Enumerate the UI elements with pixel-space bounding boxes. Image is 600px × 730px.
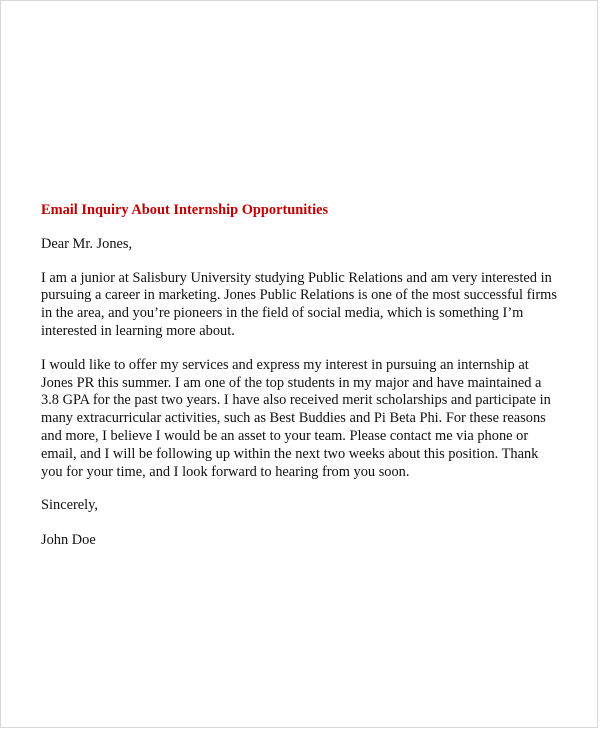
letter-body <box>41 202 576 550</box>
paragraph-line: I am a junior at Salisbury University studying Public Relations and am very interested in <box>41 269 552 286</box>
paragraph-2 <box>41 357 576 482</box>
paragraph-line: I would like to offer my services and express my interest in pursuing an internship at <box>41 356 529 373</box>
paragraph-line: interested in learning more about. <box>41 322 235 339</box>
paragraph-1 <box>41 270 576 341</box>
paragraph-line: you for your time, and I look forward to hearing from you soon. <box>41 463 410 480</box>
paragraph-line: in the area, and you’re pioneers in the field of social media, which is something I’m <box>41 305 524 322</box>
paragraph-line: and more, I believe I would be an asset to your team. Please contact me via phone or <box>41 427 529 444</box>
letter-salutation: Dear Mr. Jones, <box>41 235 133 252</box>
letter-subject: Email Inquiry About Internship Opportunities <box>41 202 329 218</box>
letter-signature: John Doe <box>41 532 96 549</box>
paragraph-line: email, and I will be following up within the next two weeks about this position. Thank <box>41 445 539 462</box>
paragraph-line: pursuing a career in marketing. Jones Public Relations is one of the most successful firms <box>41 287 557 304</box>
paragraph-line: many extracurricular activities, such as Best Buddies and Pi Beta Phi. For these reasons <box>41 410 546 427</box>
letter-closing: Sincerely, <box>41 497 99 514</box>
paragraph-line: 3.8 GPA for the past two years. I have also received merit scholarships and participate in <box>41 392 551 409</box>
paragraph-line: Jones PR this summer. I am one of the top students in my major and have maintained a <box>41 374 542 391</box>
